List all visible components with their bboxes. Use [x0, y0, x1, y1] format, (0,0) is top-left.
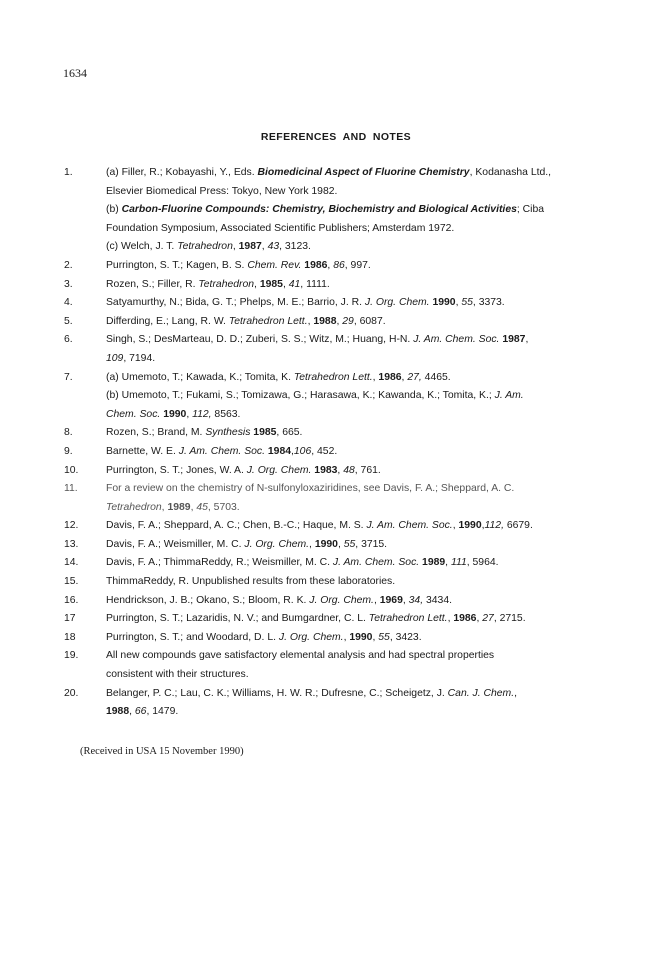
reference-number: 4.	[64, 297, 73, 309]
reference-segment: J. Org. Chem.	[364, 297, 430, 309]
reference-segment: 1989	[422, 557, 446, 569]
reference-line	[106, 183, 624, 202]
reference-segment: J. Am. Chem. Soc.	[332, 557, 420, 569]
reference-segment: , 3373.	[472, 297, 505, 309]
reference-segment: J. Am. Chem. Soc.	[178, 445, 265, 457]
reference-segment: (a) Filler, R.; Kobayashi, Y., Eds.	[106, 167, 258, 178]
reference-number: 2.	[64, 259, 73, 271]
reference-segment: 6679.	[503, 520, 533, 532]
reference-list	[64, 164, 624, 722]
reference-text	[106, 294, 624, 313]
reference-line	[106, 592, 624, 611]
reference-segment: (b)	[106, 204, 122, 216]
reference-line	[106, 164, 624, 183]
reference-number: 6.	[64, 334, 73, 346]
reference-segment: 1987	[238, 241, 262, 253]
reference-segment: 1990	[314, 538, 338, 550]
reference-segment: Rozen, S.; Brand, M.	[106, 427, 206, 439]
reference-segment: ,	[161, 501, 168, 513]
reference-segment: 1990	[163, 408, 187, 420]
reference-number: 14.	[64, 557, 79, 569]
reference-line	[106, 685, 624, 704]
reference-segment: 1986	[378, 371, 402, 383]
received-note: (Received in USA 15 November 1990)	[80, 746, 244, 757]
reference-text	[106, 610, 624, 629]
reference-segment: Chem. Soc.	[106, 408, 161, 420]
reference-segment: J. Org. Chem.	[246, 464, 312, 476]
reference-segment: Tetrahedron Lett.	[228, 315, 308, 327]
reference-number: 5.	[64, 315, 73, 327]
reference-line	[106, 554, 624, 573]
reference-text	[106, 573, 624, 592]
reference-segment: ,	[481, 520, 485, 532]
reference-segment: 1983	[314, 464, 338, 476]
reference-segment: 48	[343, 464, 355, 476]
reference-segment: 1989	[167, 501, 191, 513]
reference-text	[106, 462, 624, 481]
reference-segment: ,	[455, 297, 462, 309]
reference-number: 10.	[64, 464, 79, 476]
reference-line	[106, 201, 624, 220]
reference-text	[106, 276, 624, 295]
reference-segment: All new compounds gave satisfactory elemental analysis and had spectral properties	[106, 650, 495, 662]
reference-text	[106, 164, 624, 257]
reference-line	[106, 294, 624, 313]
reference-segment: , 6087.	[353, 315, 386, 327]
reference-segment: ,	[514, 687, 517, 699]
reference-segment: Chem. Rev.	[247, 259, 302, 271]
reference-segment: consistent with their structures.	[106, 669, 249, 681]
reference-item	[64, 554, 624, 573]
reference-text	[106, 257, 624, 276]
reference-segment: Purrington, S. T.; Jones, W. A.	[106, 464, 247, 476]
reference-line	[106, 703, 624, 722]
reference-segment: 55	[461, 297, 473, 309]
reference-segment: Purrington, S. T.; Kagen, B. S.	[106, 259, 248, 271]
reference-segment: 1985	[259, 278, 283, 290]
reference-segment: 27	[482, 613, 494, 625]
reference-segment: ,	[307, 315, 314, 327]
reference-segment: Davis, F. A.; ThimmaReddy, R.; Weismiller, M. C.	[106, 557, 333, 569]
reference-item	[64, 276, 624, 295]
reference-segment: ,	[525, 334, 529, 346]
reference-segment: Purrington, S. T.; Lazaridis, N. V.; and Bumgardner, C. L.	[106, 613, 369, 625]
reference-segment: , 1111.	[300, 278, 330, 290]
reference-segment: ,	[336, 315, 343, 327]
reference-segment: , 1479.	[146, 706, 179, 718]
reference-segment: Tetrahedron Lett.	[293, 371, 373, 383]
reference-segment: 55	[343, 538, 356, 550]
reference-item	[64, 536, 624, 555]
reference-segment: Can. J. Chem.	[447, 687, 515, 699]
reference-line	[106, 629, 624, 648]
reference-segment: Hendrickson, J. B.; Okano, S.; Bloom, R. K.	[106, 594, 310, 606]
reference-segment: , 3423.	[389, 631, 422, 643]
reference-segment: ,	[445, 557, 451, 569]
reference-segment: , 997.	[344, 259, 371, 271]
reference-segment: ,	[372, 631, 379, 643]
reference-line	[106, 424, 624, 443]
reference-number: 7.	[64, 371, 73, 383]
reference-segment: Barnette, W. E.	[106, 445, 179, 457]
reference-segment: Tetrahedron	[198, 278, 255, 290]
reference-segment: , 3123.	[279, 241, 311, 253]
reference-segment: ,	[476, 613, 483, 625]
reference-line	[106, 480, 624, 499]
reference-segment: Tetrahedron Lett.	[368, 613, 448, 625]
reference-item	[64, 443, 624, 462]
reference-segment: Synthesis	[205, 427, 251, 439]
reference-segment: (b) Umemoto, T.; Fukami, S.; Tomizawa, G.; Harasawa, K.; Kawanda, K.; Tomita, K.;	[106, 390, 495, 402]
reference-segment: ,	[337, 538, 344, 550]
reference-segment: , 452.	[311, 445, 338, 457]
reference-text	[106, 536, 624, 555]
reference-line	[106, 387, 624, 406]
reference-segment: 41	[288, 278, 301, 290]
reference-number: 3.	[64, 278, 73, 290]
reference-segment: 1987	[502, 334, 526, 346]
reference-segment: ,	[402, 594, 409, 606]
reference-segment	[258, 167, 470, 178]
reference-segment: , Kodanasha Ltd.,	[469, 167, 552, 178]
reference-text	[106, 647, 624, 684]
reference-text	[106, 369, 624, 425]
reference-segment: 112,	[192, 408, 212, 420]
reference-segment: ,	[129, 706, 135, 718]
reference-segment: Differding, E.; Lang, R. W.	[106, 315, 229, 327]
reference-segment: 8563.	[211, 408, 241, 420]
reference-line	[106, 313, 624, 332]
reference-line	[106, 647, 624, 666]
reference-segment: 86	[333, 259, 345, 271]
reference-item	[64, 592, 624, 611]
reference-line	[106, 331, 624, 350]
reference-segment: , 7194.	[123, 352, 156, 364]
reference-item	[64, 164, 624, 257]
reference-segment: ,	[282, 278, 289, 290]
reference-segment: 34,	[408, 594, 424, 606]
reference-number: 20.	[64, 687, 79, 699]
reference-segment: For a review on the chemistry of N-sulfonyloxaziridines, see Davis, F. A.; Sheppard, A. C.	[106, 483, 515, 495]
reference-item	[64, 257, 624, 276]
reference-number: 1.	[64, 167, 73, 178]
reference-segment: ,	[261, 241, 268, 253]
reference-line	[106, 350, 624, 369]
reference-number: 11.	[64, 483, 78, 495]
reference-segment: Belanger, P. C.; Lau, C. K.; Williams, H. W. R.; Dufresne, C.; Scheigetz, J.	[106, 687, 448, 699]
reference-number: 8.	[64, 427, 73, 439]
reference-segment: ,	[186, 408, 193, 420]
reference-segment: 43	[267, 241, 280, 253]
reference-segment: (c) Welch, J. T.	[106, 241, 178, 253]
reference-line	[106, 462, 624, 481]
reference-line	[106, 220, 624, 239]
reference-text	[106, 517, 624, 536]
reference-segment: 1985	[253, 427, 277, 439]
reference-number: 16.	[64, 594, 79, 606]
reference-segment: 1990	[458, 520, 482, 532]
reference-segment: Rozen, S.; Filler, R.	[106, 278, 199, 290]
reference-segment: J. Org. Chem.	[309, 594, 374, 606]
reference-segment: Tetrahedron	[106, 501, 162, 513]
reference-segment: 1990	[432, 297, 456, 309]
reference-segment: 1986	[453, 613, 477, 625]
reference-segment: ,	[337, 464, 344, 476]
reference-text	[106, 331, 624, 368]
reference-segment: ,	[401, 371, 408, 383]
reference-segment: 106	[293, 445, 312, 457]
reference-segment: ,	[291, 445, 294, 457]
reference-segment: , 2715.	[493, 613, 526, 625]
reference-segment: J. Am. Chem. Soc.	[413, 334, 500, 346]
reference-segment: Singh, S.; DesMarteau, D. D.; Zuberi, S. S.; Witz, M.; Huang, H-N.	[106, 334, 414, 346]
reference-number: 13.	[64, 538, 79, 550]
reference-segment: 1984	[267, 445, 292, 457]
reference-segment: ThimmaReddy, R. Unpublished results from these laboratories.	[106, 576, 396, 588]
reference-segment: ,	[309, 538, 315, 550]
reference-segment: Satyamurthy, N.; Bida, G. T.; Phelps, M. E.; Barrio, J. R.	[106, 297, 365, 309]
reference-number: 12.	[64, 520, 79, 532]
reference-segment: ; Ciba	[516, 204, 545, 216]
reference-segment: ,	[327, 259, 334, 271]
reference-segment: J. Org. Chem.	[278, 631, 344, 643]
page-number: 1634	[63, 66, 87, 80]
reference-segment: ,	[254, 278, 260, 290]
reference-segment: Tetrahedron	[177, 241, 233, 253]
reference-segment: Biomedicinal Aspect of Fluorine Chemistry	[257, 167, 470, 178]
reference-segment: 3434.	[423, 594, 452, 606]
reference-segment: 1988	[313, 315, 337, 327]
reference-segment: J. Org. Chem.	[244, 538, 310, 550]
reference-segment	[122, 204, 517, 215]
reference-segment: , 761.	[354, 464, 381, 476]
reference-segment: 45	[196, 501, 208, 513]
reference-line	[106, 610, 624, 629]
reference-item	[64, 313, 624, 332]
reference-text	[106, 480, 624, 517]
reference-segment: 27,	[407, 371, 422, 383]
reference-text	[106, 629, 624, 648]
reference-segment: J. Am. Chem. Soc.	[366, 520, 453, 532]
reference-line	[106, 443, 624, 462]
reference-number: 9.	[64, 445, 73, 457]
reference-segment: 109	[106, 352, 124, 364]
reference-segment: Foundation Symposium, Associated Scientific Publishers; Amsterdam 1972.	[106, 222, 455, 234]
reference-item	[64, 480, 624, 517]
reference-item	[64, 610, 624, 629]
reference-text	[106, 592, 624, 611]
reference-item	[64, 369, 624, 425]
reference-line	[106, 406, 624, 425]
reference-segment: 1990	[349, 631, 373, 643]
reference-segment: Elsevier Biomedical Press: Tokyo, New York 1982.	[106, 185, 338, 197]
reference-segment: 111	[450, 557, 467, 569]
reference-segment: 112,	[484, 520, 504, 532]
reference-item	[64, 424, 624, 443]
reference-segment: ,	[190, 501, 197, 513]
reference-item	[64, 685, 624, 722]
reference-segment: , 3715.	[355, 538, 388, 550]
reference-segment: ,	[447, 613, 454, 625]
reference-segment: ,	[343, 631, 350, 643]
reference-item	[64, 517, 624, 536]
reference-segment: 1986	[304, 259, 328, 271]
reference-segment: , 5703.	[207, 501, 240, 513]
reference-number: 15.	[64, 576, 79, 588]
reference-item	[64, 573, 624, 592]
reference-number: 19.	[64, 650, 79, 662]
reference-line	[106, 573, 624, 592]
reference-segment: 55	[378, 631, 390, 643]
reference-item	[64, 462, 624, 481]
reference-segment: ,	[372, 371, 379, 383]
reference-line	[106, 536, 624, 555]
reference-segment: ,	[452, 520, 459, 532]
section-heading: REFERENCES AND NOTES	[260, 131, 412, 143]
reference-line	[106, 499, 624, 518]
reference-segment: J. Am.	[494, 390, 524, 402]
reference-segment: 1988	[106, 706, 130, 718]
reference-number: 17	[64, 613, 76, 625]
reference-number: 18	[64, 631, 76, 643]
reference-item	[64, 294, 624, 313]
reference-segment: (a) Umemoto, T.; Kawada, K.; Tomita, K.	[106, 371, 294, 383]
reference-segment: ,	[373, 594, 380, 606]
reference-segment: Davis, F. A.; Weismiller, M. C.	[106, 538, 245, 550]
reference-segment: ,	[232, 241, 239, 253]
reference-line	[106, 517, 624, 536]
reference-segment: Davis, F. A.; Sheppard, A. C.; Chen, B.-C.; Haque, M. S.	[106, 520, 367, 532]
reference-line	[106, 238, 624, 257]
reference-text	[106, 685, 624, 722]
reference-text	[106, 313, 624, 332]
reference-line	[106, 276, 624, 295]
reference-item	[64, 629, 624, 648]
reference-line	[106, 257, 624, 276]
reference-text	[106, 424, 624, 443]
reference-segment: , 5964.	[466, 557, 499, 569]
reference-item	[64, 331, 624, 368]
reference-segment: Carbon-Fluorine Compounds: Chemistry, Biochemistry and Biological Activities	[121, 204, 517, 216]
reference-segment: , 665.	[276, 427, 303, 439]
reference-segment: 66	[134, 706, 147, 718]
reference-line	[106, 369, 624, 388]
reference-item	[64, 647, 624, 684]
reference-segment: 29	[342, 315, 354, 327]
reference-segment: 1969	[379, 594, 403, 606]
reference-segment: Purrington, S. T.; and Woodard, D. L.	[106, 631, 279, 643]
reference-segment: 4465.	[421, 371, 451, 383]
reference-text	[106, 443, 624, 462]
reference-line	[106, 666, 624, 685]
reference-text	[106, 554, 624, 573]
